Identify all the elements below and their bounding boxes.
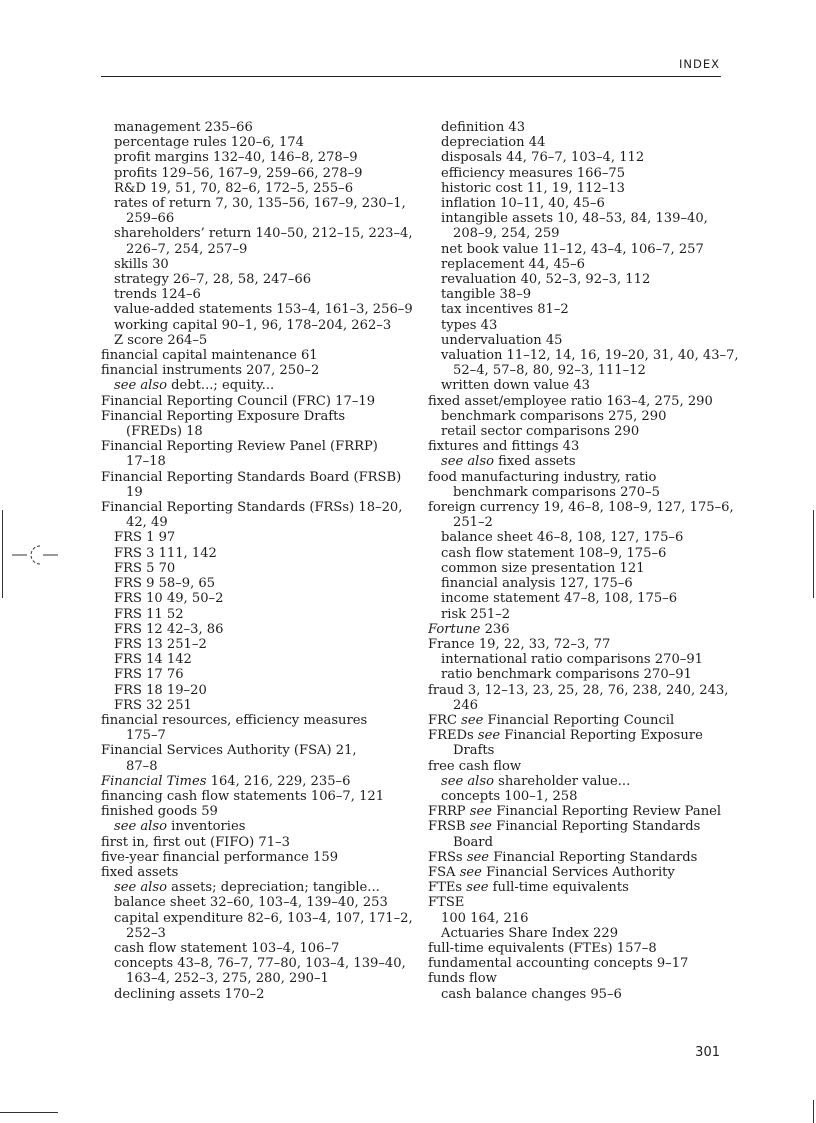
- index-entry: [428, 941, 733, 956]
- index-entry-text: foreign currency 19, 46–8, 108–9, 127, 175–6,: [428, 500, 734, 516]
- index-entry-text: profit margins 132–40, 146–8, 278–9: [114, 150, 358, 166]
- index-entry-text: financial instruments 207, 250–2: [101, 363, 320, 379]
- index-entry-text: tangible 38–9: [441, 287, 532, 303]
- index-entry-text: fixed assets: [498, 454, 576, 470]
- index-entry-text: retail sector comparisons 290: [441, 424, 640, 440]
- running-head: INDEX: [679, 57, 720, 71]
- index-entry-text: cash flow statement 108–9, 175–6: [441, 545, 667, 561]
- index-entry: [428, 819, 733, 834]
- index-entry-text: Financial Reporting Council (FRC) 17–19: [101, 393, 376, 409]
- index-entry: [101, 470, 406, 485]
- index-entry-text: Actuaries Share Index 229: [441, 925, 619, 941]
- index-entry: [428, 622, 733, 637]
- index-entry-text: FRS 18 19–20: [114, 682, 207, 698]
- index-entry-text: value-added statements 153–4, 161–3, 256–9: [114, 302, 413, 318]
- index-entry: [428, 500, 733, 515]
- index-entry-text: inflation 10–11, 40, 45–6: [441, 196, 605, 212]
- index-entry-text: written down value 43: [441, 378, 590, 394]
- index-entry-text: Financial Services Authority: [486, 864, 675, 880]
- index-entry: [428, 333, 733, 348]
- index-entry-text: financial analysis 127, 175–6: [441, 576, 633, 592]
- index-entry: [101, 713, 406, 728]
- index-entry: [101, 409, 406, 424]
- index-entry: [101, 226, 413, 242]
- index-entry-text: valuation 11–12, 14, 16, 19–20, 31, 40, 43–7,: [441, 348, 739, 364]
- index-entry-text: strategy 26–7, 28, 58, 247–66: [114, 272, 312, 288]
- index-entry: [428, 713, 733, 728]
- index-entry: [428, 318, 733, 333]
- index-entry-text: FRS 12 42–3, 86: [114, 621, 224, 637]
- index-entry-text: financing cash flow statements 106–7, 121: [101, 788, 385, 804]
- index-entry: [101, 287, 406, 302]
- index-entry: [428, 835, 733, 850]
- index-entry: [428, 470, 733, 485]
- index-entry-text: Financial Reporting Standards: [496, 819, 701, 835]
- index-entry: [428, 911, 733, 926]
- crop-mark-left-vertical: [2, 510, 3, 598]
- index-entry-italic: Financial Times: [101, 773, 207, 789]
- index-entry: [101, 378, 406, 393]
- index-entry-text: ratio benchmark comparisons 270–91: [441, 667, 692, 683]
- index-entry-text: 17–18: [126, 454, 166, 470]
- index-entry-italic: see: [469, 804, 493, 820]
- index-entry: [101, 454, 406, 469]
- index-entry-text: FRS 1 97: [114, 530, 176, 546]
- index-entry: [101, 652, 406, 667]
- index-entry-text: free cash flow: [428, 758, 522, 774]
- index-entry-text: Drafts: [453, 743, 495, 759]
- index-entry-text: 163–4, 252–3, 275, 280, 290–1: [126, 971, 329, 987]
- index-entry: [428, 196, 733, 211]
- index-entry: [428, 363, 733, 378]
- index-entry: [101, 910, 413, 926]
- index-entry: [428, 561, 733, 576]
- index-entry: [428, 166, 733, 181]
- index-entry: [428, 454, 733, 469]
- index-entry-term: FSA: [428, 864, 456, 880]
- index-entry: [101, 971, 406, 986]
- index-entry: [101, 546, 406, 561]
- index-entry-text: Financial Reporting Standards Board (FRSB): [101, 469, 402, 485]
- index-entry-text: 175–7: [126, 728, 166, 744]
- index-entry-text: FRS 10 49, 50–2: [114, 591, 224, 607]
- index-entry-text: 87–8: [126, 758, 158, 774]
- index-entry: [101, 439, 406, 454]
- index-entry-text: assets; depreciation; tangible...: [171, 880, 380, 896]
- index-entry: [101, 607, 406, 622]
- index-entry-italic: see also: [114, 819, 167, 835]
- index-entry: [428, 850, 733, 865]
- index-entry-text: benchmark comparisons 270–5: [453, 484, 660, 500]
- index-entry: [428, 591, 733, 606]
- index-entry-text: fixtures and fittings 43: [428, 439, 580, 455]
- index-entry-text: 208–9, 254, 259: [453, 226, 560, 242]
- index-entry-text: FRS 13 251–2: [114, 636, 207, 652]
- index-entry-text: undervaluation 45: [441, 332, 563, 348]
- index-entry-text: management 235–66: [114, 120, 253, 135]
- index-entry-text: declining assets 170–2: [114, 986, 265, 1002]
- index-entry-text: cash flow statement 103–4, 106–7: [114, 940, 340, 956]
- index-entry: [428, 181, 733, 196]
- index-entry-text: risk 251–2: [441, 606, 511, 622]
- index-entry: [428, 698, 733, 713]
- index-entry-text: profits 129–56, 167–9, 259–66, 278–9: [114, 165, 363, 181]
- index-entry-text: trends 124–6: [114, 287, 201, 303]
- index-entry: [101, 819, 406, 834]
- index-entry: [428, 302, 733, 317]
- index-entry-term: FTEs: [428, 880, 463, 896]
- index-entry: [428, 135, 733, 150]
- index-entry: [101, 211, 406, 226]
- registration-mark-icon: [12, 542, 58, 568]
- index-entry: [428, 120, 733, 135]
- index-entry: [101, 530, 406, 545]
- index-entry: [101, 880, 406, 895]
- index-entry: [428, 652, 733, 667]
- index-entry: [101, 698, 406, 713]
- index-entry-text: international ratio comparisons 270–91: [441, 652, 703, 668]
- index-entry: [101, 181, 406, 196]
- index-entry: [101, 500, 406, 515]
- index-entry-text: balance sheet 46–8, 108, 127, 175–6: [441, 530, 684, 546]
- index-entry-text: fraud 3, 12–13, 23, 25, 28, 76, 238, 240, 243,: [428, 682, 729, 698]
- index-entry: [428, 226, 733, 241]
- index-entry-text: Financial Reporting Review Panel: [496, 804, 722, 820]
- index-entry: [101, 987, 406, 1002]
- crop-mark-bottom-right: [813, 1100, 814, 1123]
- index-entry: [101, 196, 406, 211]
- index-entry: [101, 865, 406, 880]
- index-entry-text: funds flow: [428, 971, 497, 987]
- index-entry-text: shareholder value...: [498, 773, 631, 789]
- index-entry-text: Board: [453, 834, 493, 850]
- index-entry: [101, 576, 406, 591]
- index-entry-text: Financial Reporting Council: [487, 712, 675, 728]
- index-entry: [101, 242, 406, 257]
- index-entry-text: efficiency measures 166–75: [441, 165, 626, 181]
- index-entry: [101, 394, 406, 409]
- index-entry-term: FREDs: [428, 728, 474, 744]
- index-entry: [428, 272, 733, 287]
- index-entry: [428, 865, 733, 880]
- index-entry-italic: see: [477, 728, 501, 744]
- index-entry-text: first in, first out (FIFO) 71–3: [101, 834, 290, 850]
- index-entry: [101, 561, 406, 576]
- index-entry: [428, 546, 733, 561]
- index-entry-text: replacement 44, 45–6: [441, 256, 586, 272]
- index-entry-text: food manufacturing industry, ratio: [428, 469, 657, 485]
- index-entry-text: concepts 43–8, 76–7, 77–80, 103–4, 139–40,: [114, 956, 406, 972]
- index-entry: [101, 363, 406, 378]
- index-entry-text: inventories: [171, 819, 246, 835]
- index-entry: [101, 895, 406, 910]
- index-entry-text: shareholders’ return 140–50, 212–15, 223–4,: [114, 226, 413, 242]
- index-entry: [101, 774, 406, 789]
- index-entry: [101, 667, 406, 682]
- index-entry: [101, 743, 406, 758]
- index-entry: [101, 333, 406, 348]
- index-entry: [428, 424, 733, 439]
- index-entry-text: 226–7, 254, 257–9: [126, 241, 248, 257]
- index-entry-text: capital expenditure 82–6, 103–4, 107, 171–2,: [114, 910, 413, 926]
- index-entry: [428, 789, 733, 804]
- index-entry: [428, 150, 733, 165]
- index-entry: [101, 728, 406, 743]
- index-entry-text: tax incentives 81–2: [441, 302, 569, 318]
- index-entry-italic: see also: [114, 378, 167, 394]
- index-entry: [428, 804, 733, 819]
- index-entry-text: 252–3: [126, 925, 166, 941]
- index-entry: [428, 576, 733, 591]
- index-entry: [428, 971, 733, 986]
- index-entry-text: Financial Reporting Exposure: [504, 728, 703, 744]
- index-entry: [101, 166, 406, 181]
- index-entry: [428, 409, 733, 424]
- index-entry: [101, 424, 406, 439]
- index-entry: [101, 637, 406, 652]
- index-entry-text: R&D 19, 51, 70, 82–6, 172–5, 255–6: [114, 180, 354, 196]
- index-entry: [428, 394, 733, 409]
- index-entry-text: skills 30: [114, 256, 169, 272]
- index-entry-italic: see: [461, 712, 484, 728]
- index-entry: [101, 348, 406, 363]
- index-entry: [101, 120, 406, 135]
- index-entry-text: Financial Reporting Standards (FRSs) 18–20,: [101, 500, 403, 516]
- index-entry: [428, 530, 733, 545]
- index-entry: [101, 318, 406, 333]
- index-entry-term: FRSB: [428, 819, 466, 835]
- index-entry-text: benchmark comparisons 275, 290: [441, 408, 667, 424]
- index-entry: [101, 150, 406, 165]
- index-entry: [428, 987, 733, 1002]
- index-entry-text: net book value 11–12, 43–4, 106–7, 257: [441, 241, 704, 257]
- index-entry-text: Financial Services Authority (FSA) 21,: [101, 743, 357, 759]
- index-entry: [101, 135, 406, 150]
- index-entry-term: FRSs: [428, 849, 463, 865]
- crop-mark-left: [0, 1112, 58, 1113]
- index-entry: [101, 272, 406, 287]
- index-entry-text: full-time equivalents: [492, 880, 629, 896]
- header-rule: [101, 76, 721, 77]
- index-entry: [428, 956, 733, 971]
- index-entry-italic: Fortune: [428, 621, 481, 637]
- index-entry: [428, 257, 733, 272]
- index-entry: [428, 637, 733, 652]
- index-entry-italic: see also: [441, 454, 494, 470]
- index-entry: [101, 835, 406, 850]
- index-entry: [101, 257, 406, 272]
- index-entry: [101, 515, 406, 530]
- index-entry-text: revaluation 40, 52–3, 92–3, 112: [441, 272, 651, 288]
- index-entry: [428, 743, 733, 758]
- index-entry-text: concepts 100–1, 258: [441, 788, 578, 804]
- index-entry-italic: see: [466, 849, 490, 865]
- index-entry-text: Financial Reporting Exposure Drafts: [101, 408, 346, 424]
- index-entry: [101, 683, 406, 698]
- index-entry-text: FRS 5 70: [114, 560, 176, 576]
- index-entry-text: FRS 11 52: [114, 606, 184, 622]
- index-entry-term: FRC: [428, 712, 457, 728]
- index-column-left: [101, 120, 413, 1002]
- index-entry-text: working capital 90–1, 96, 178–204, 262–3: [114, 317, 392, 333]
- index-entry: [101, 302, 413, 318]
- index-entry-italic: see also: [114, 880, 167, 896]
- index-entry-text: 42, 49: [126, 515, 168, 531]
- index-entry: [428, 683, 733, 698]
- index-entry-text: fixed assets: [101, 864, 179, 880]
- index-entry-text: finished goods 59: [101, 804, 218, 820]
- index-entry-text: 259–66: [126, 211, 175, 227]
- index-entry-text: financial resources, efficiency measures: [101, 712, 368, 728]
- index-entry-text: balance sheet 32–60, 103–4, 139–40, 253: [114, 895, 388, 911]
- index-entry: [428, 515, 733, 530]
- crop-mark-right-vertical: [813, 510, 814, 598]
- index-entry-text: definition 43: [441, 120, 526, 135]
- index-entry: [101, 591, 406, 606]
- index-entry-text: cash balance changes 95–6: [441, 986, 622, 1002]
- index-entry: [428, 728, 733, 743]
- index-entry: [101, 789, 406, 804]
- index-entry-text: 246: [453, 697, 478, 713]
- index-entry-text: types 43: [441, 317, 498, 333]
- index-entry-text: 251–2: [453, 515, 493, 531]
- index-entry: [101, 485, 406, 500]
- index-entry-text: 100 164, 216: [441, 910, 529, 926]
- index-entry-text: FTSE: [428, 895, 465, 911]
- index-entry: [428, 774, 733, 789]
- index-entry: [428, 287, 733, 302]
- index-entry-text: rates of return 7, 30, 135–56, 167–9, 230–1,: [114, 196, 406, 212]
- index-entry-text: FRS 17 76: [114, 667, 184, 683]
- index-entry: [428, 667, 733, 682]
- index-entry-text: full-time equivalents (FTEs) 157–8: [428, 940, 657, 956]
- index-entry: [101, 926, 406, 941]
- index-entry-text: Financial Reporting Review Panel (FRRP): [101, 439, 378, 455]
- index-entry-text: FRS 9 58–9, 65: [114, 576, 216, 592]
- index-entry: [428, 485, 733, 500]
- index-entry-text: France 19, 22, 33, 72–3, 77: [428, 636, 611, 652]
- index-entry-text: debt...; equity...: [171, 378, 275, 394]
- index-entry-text: common size presentation 121: [441, 560, 645, 576]
- index-entry: [428, 607, 733, 622]
- index-entry-text: FRS 3 111, 142: [114, 545, 217, 561]
- index-entry: [101, 759, 406, 774]
- index-entry: [428, 926, 733, 941]
- index-entry-text: five-year financial performance 159: [101, 849, 339, 865]
- index-entry-text: historic cost 11, 19, 112–13: [441, 180, 625, 196]
- index-entry-text: percentage rules 120–6, 174: [114, 135, 304, 151]
- index-entry: [101, 850, 406, 865]
- index-entry-text: 164, 216, 229, 235–6: [210, 773, 351, 789]
- index-entry-text: (FREDs) 18: [126, 424, 203, 440]
- index-entry-text: 19: [126, 484, 143, 500]
- index-entry-text: FRS 14 142: [114, 652, 192, 668]
- index-entry-term: FRRP: [428, 804, 466, 820]
- index-entry-italic: see also: [441, 773, 494, 789]
- index-entry: [428, 439, 733, 454]
- index-entry: [428, 242, 733, 257]
- index-entry-text: depreciation 44: [441, 135, 546, 151]
- index-column-right: [428, 120, 739, 1002]
- index-entry-text: 52–4, 57–8, 80, 92–3, 111–12: [453, 363, 646, 379]
- index-entry-text: 236: [484, 621, 510, 637]
- index-entry-text: Financial Reporting Standards: [493, 849, 698, 865]
- index-entry-text: disposals 44, 76–7, 103–4, 112: [441, 150, 645, 166]
- index-entry-italic: see: [466, 880, 489, 896]
- page-number: 301: [695, 1045, 720, 1060]
- index-entry: [428, 895, 733, 910]
- index-entry: [101, 956, 406, 971]
- index-entry: [428, 211, 733, 226]
- index-entry-text: fixed asset/employee ratio 163–4, 275, 290: [428, 393, 713, 409]
- index-entry-text: Z score 264–5: [114, 332, 208, 348]
- index-entry: [428, 348, 739, 364]
- index-entry: [101, 941, 406, 956]
- index-entry-text: financial capital maintenance 61: [101, 348, 318, 364]
- index-entry-text: fundamental accounting concepts 9–17: [428, 956, 689, 972]
- index-entry-italic: see: [459, 864, 482, 880]
- index-entry: [428, 378, 733, 393]
- index-entry-text: income statement 47–8, 108, 175–6: [441, 591, 678, 607]
- index-entry-text: intangible assets 10, 48–53, 84, 139–40,: [441, 211, 708, 227]
- index-entry: [428, 759, 733, 774]
- index-entry-italic: see: [469, 819, 492, 835]
- index-entry: [101, 804, 406, 819]
- index-entry-text: FRS 32 251: [114, 697, 192, 713]
- index-entry: [428, 880, 733, 895]
- index-entry: [101, 622, 406, 637]
